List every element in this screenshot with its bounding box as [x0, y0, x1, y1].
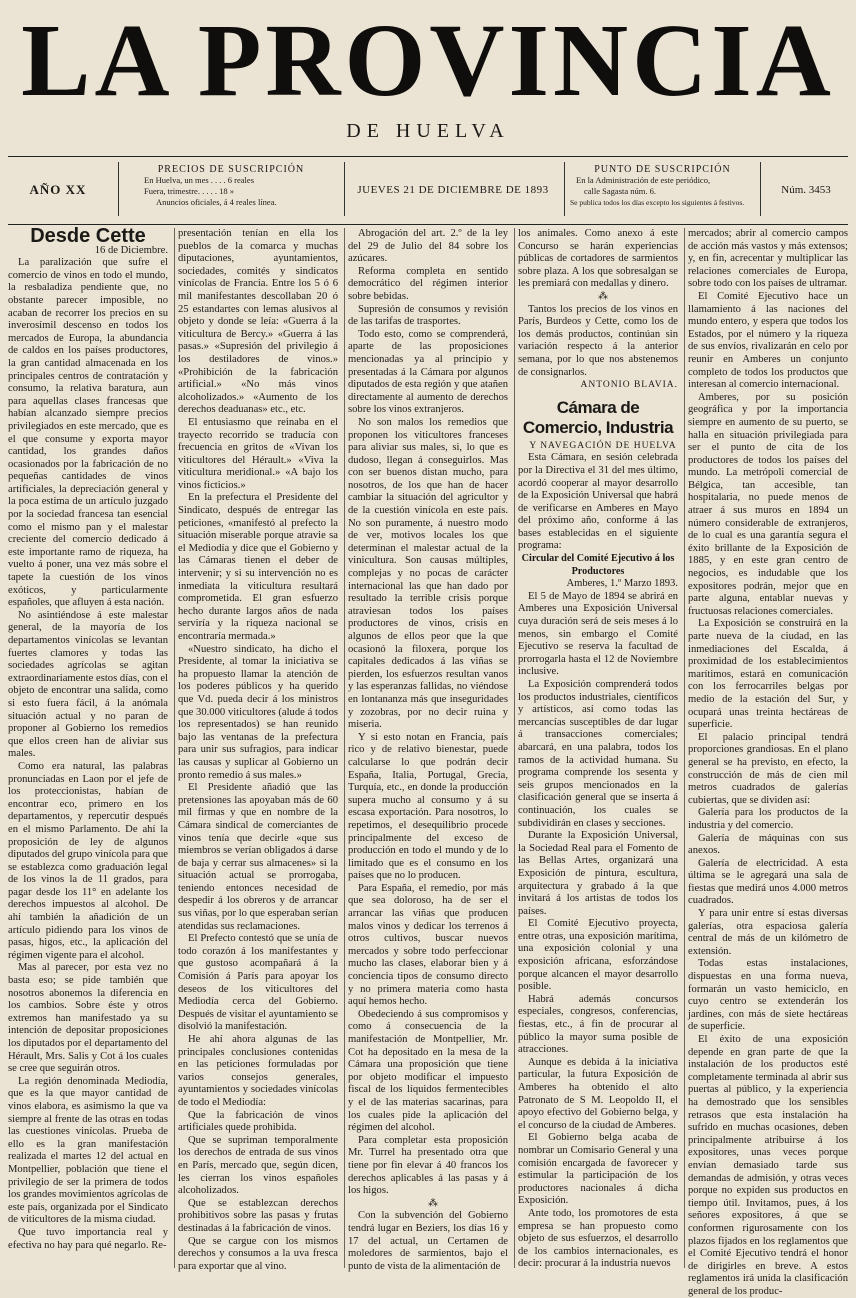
paragraph: Obedeciendo á sus compromisos y como á consecuencia de la manifestación de Montpellier, Mr. Cot ha depositado en la mesa de la Cámara una proposición que tiene por objeto modificar el impuesto fiscal de los líquidos fermentecibles y el de las materias sacarinas, para los cuales pide la aplicación del régimen del alcohol. [348, 1008, 508, 1134]
paragraph: Galería para los productos de la industria y del comercio. [688, 807, 848, 831]
paragraph: El Comité Ejecutivo proyecta, entre otras, una exposición marítima, una exposición colonial y una exposición africana, esforzándose porque alcancen el mayor desarrollo posible. [518, 918, 678, 993]
paragraph: El Prefecto contestó que se unía de todo corazón á los manifestantes y que gustoso acompañará á la Comisión á París para apoyar los deseos de los viticultores del Mediodía cerca del Gobierno. Después de visitar el ayuntamiento se disolvió la manifestación. [178, 933, 338, 1033]
year-label: AÑO XX [29, 182, 87, 197]
paragraph: Abrogación del art. 2.º de la ley del 29 de Julio del 84 sobre los azúcares. [348, 228, 508, 265]
price-line: Fuera, trimestre. . . . . 18 » [144, 186, 234, 196]
paragraph: Durante la Exposición Universal, la Sociedad Real para el Fomento de las Bellas Artes, organizará una Exposición de pintura, escultura, arquitectura y grabado á la que invitará á los artistas de todos los países. [518, 830, 678, 917]
paragraph: La Exposición comprenderá todos los productos industriales, científicos y artísticos, así como todas las mercancías susceptibles de dar lugar á transacciones comerciales; abarcará, en una palabra, todos los ramos de la actividad humana. Su programa comprende los sesenta y seis grupos mencionados en la clasificación general que se inserta á continuación, los cuales se subdividirán en clases y secciones. [518, 679, 678, 829]
paragraph: Como era natural, las palabras pronunciadas en Laon por el jefe de los proteccionistas, habían de encontrar eco, primero en los departamentos, y repercutir después en el mismo Parlamento. De ahí la proposición de ley de algunos diputados del grupo vinícola para que se establezca como graduación legal de los vinos la de 11 grados, para pagar desde los 11° en adelante los derechos impuestos al alcohol. De ahí también la añadición de un artículo pidiendo para los vinos de pasas, higos, etc., la aplicación del régimen vigente para el alcohol. [8, 760, 168, 961]
column-1 [8, 225, 168, 1274]
paragraph: Que se supriman temporalmente los derechos de entrada de sus vinos en París, mercado que, según dicen, les cierran los vinos españoles alcoholizados. [178, 1134, 338, 1197]
subscription-point-title: PUNTO DE SUSCRIPCIÓN [594, 164, 731, 175]
paragraph: mercados; abrir al comercio campos de acción más vastos y más extensos; y, en fin, acrecentar y multiplicar las relaciones comerciales de Europa, sobre todo con los países de ultramar. [688, 228, 848, 290]
paragraph: Todas estas instalaciones, dispuestas en una forma nueva, formarán un vasto hemiciclo, en cuyo centro se extenderán los jardines, con más de siete hectáreas de superficie. [688, 958, 848, 1033]
column-rule [344, 228, 345, 1268]
paragraph: La paralización que sufre el comercio de vinos en todo el mundo, la resbaladiza pendiente que, no obstante parecer imposible, no acaban de recorrer los precios en su inverosímil descenso en todos los mercados de Europa, la abundancia de caldos en los países productores, la gran cantidad almacenada en los principales centros de contratación y consumo, la relativa baratura, aun para aquellas clases francesas que habían alcanzado siempre precios privilegiados en este mercado, que es el que consume y exporta mayor cantidad, los grandes daños ocasionados por la fabricación de no pequeñas cantidades de vinos artificiales, la depreciación general y la poca estima de un artículo juzgado por la sociedad francesa tan esencial como el mismo pan y el malestar creciente del comercio dedicado á este importante ramo de riqueza, ha vuelto á poner, una vez más sobre el tapete la cuestión de los vinos exóticos, y particularmente españoles, que afluyen á esta nación. [8, 257, 168, 609]
paragraph: presentación tenían en ella los pueblos de la comarca y muchas diputaciones, ayuntamientos, sociedades, comités y sindicatos vinícolas de Francia. Entre los 5 ó 6 mil manifestantes descollaban 20 ó 25 estandartes con lemas alusivos al objeto y donde se leía: «Guerra á la viticultura de Bercy.» «Guerra á las pasas.» «Supresión del privilegio á los destiladores de vinos.» «Prohibición de la fabricación artificial.» «No más vinos alcoholizados.» «Aumento de los derechos deaduanas» etc., etc. [178, 228, 338, 416]
circular-heading: Circular del Comité Ejecutivo á los Productores [521, 553, 675, 577]
info-bar [8, 160, 848, 220]
paragraph: El entusiasmo que reinaba en el trayecto recorrido se traducía con frecuencia en gritos de «Vivan los viticultores del Hérault.» «Viva la viticultura meridional.» «A bajo los vinos ficticios.» [178, 416, 338, 491]
paragraph: He ahí ahora algunas de las principales conclusiones contenidas en las peticiones formuladas por varios consejos generales, ayuntamientos y sociedades vinícolas de todo el Mediodía: [178, 1034, 338, 1108]
dateline: 16 de Diciembre. [94, 244, 168, 256]
column-3 [348, 228, 508, 1274]
subscription-line: calle Sagasta núm. 6. [584, 186, 656, 196]
paragraph: El Comité Ejecutivo hace un llamamiento á las naciones del mundo entero, y espera que todos los Estados, por el número y la riqueza de sus envíos, rivalizarán en celo por reunir en Amberes un conjunto completo de todos los productos que interesan al comercio internacional. [688, 290, 848, 391]
subscription-point-block [570, 160, 755, 220]
issue-number: Núm. 3453 [781, 184, 831, 196]
paragraph: Que la fabricación de vinos artificiales quede prohibida. [178, 1109, 338, 1134]
column-rule [514, 228, 515, 1268]
separator [760, 162, 761, 216]
separator [344, 162, 345, 216]
separator-stars: ⁂ [428, 1197, 438, 1209]
author-signature: ANTONIO BLAVIA. [580, 380, 678, 391]
paragraph: El palacio principal tendrá proporciones grandiosas. En el plano general se ha previsto, en efecto, la construcción de más de cien mil metros cuadrados de galerías cubiertas, que se dividen así: [688, 731, 848, 806]
paragraph: Y para unir entre sí estas diversas galerías, otra espaciosa galería central de más de un kilómetro de extensión. [688, 908, 848, 957]
paragraph: El éxito de una exposición depende en gran parte de que la instalación de los productos esté completamente terminada al abrir sus puertas al público, y la experiencia ha demostrado que los sensibles retrasos que esta instalación ha sufrido en muchas ocasiones, deben principalmente atribuirse á los expositores, unas veces porque envían demasiado tarde sus demandas de admisión, y otras veces porque no expiden sus productos en tiempo útil. Invitamos, pues, á los señores expositores, á que se conformen rigurosamente con los plazos fijados en los reglamentos que el Comité Ejecutivo tendrá el honor de dirigirles en breve. A estos reglamentos irá unida la clasificación general de los produc- [688, 1034, 848, 1297]
article-columns [8, 225, 848, 1297]
paragraph: El Presidente añadió que las pretensiones las apoyaban más de 60 mil firmas y que en nombre de la Cámara sindical de comerciantes de vinos tenía que decirle «que sus miembros se verían obligados á darse de baja y cerrar sus almacenes» si la situación actual se prorrogaba, teniendo entonces necesidad de despedir á los obreros y de arrancar sus viñas, por lo que esperaban serían atendidas sus reclamaciones. [178, 782, 338, 932]
top-rule [8, 156, 848, 157]
price-line: En Huelva, un mes . . . . 6 reales [144, 175, 254, 185]
year-block [8, 160, 108, 220]
price-line: Anuncios oficiales, á 4 reales línea. [156, 197, 277, 207]
paragraph: Tantos los precios de los vinos en París, Burdeos y Cette, como los de los demás productos, continúan sin variación respecto á la anterior semana, por lo que nos abstenemos de consignarlos. [518, 303, 678, 378]
column-2 [178, 228, 338, 1274]
paragraph: «Nuestro sindicato, ha dicho el Presidente, al tomar la iniciativa se ha propuesto llamar la atención de los poderes públicos y ha querido que Vd. pueda decir á los ministros que 30.000 viticultores (alude á todos los representados) se han reunido bajo las ventanas de la prefectura para unir sus sufragios, para indicar las causas y suplicar al Gobierno un pronto remedio á sus males.» [178, 643, 338, 781]
paragraph: Habrá además concursos especiales, congresos, conferencias, fiestas, etc., á fin de procurar al público la mayor suma posible de atracciones. [518, 993, 678, 1056]
paragraph: No son malos los remedios que proponen los viticultores franceses para aliviar sus males, si, lo que es dudoso, llegan á conseguirlos. Mas con ser buenos distan mucho, para nosotros, de los que han de hacer cambiar la situación del agricultor y de la cuestión vinícola en este país. No son puramente, á nuestro modo de ver, motivos locales los que determinan el malestar actual de la vinicultura. Son causas múltiples, complejas y no pocas de carácter internacional las que han dado por resultado la terrible crisis porque atraviesan todos los países productores de vinos, crisis en algunos de ellos peor que la que ocasionó la filoxera, porque los capitales dedicados á las viñas se pierden, los esfuerzos resultan vanos y las esperanzas fallidas, no viéndose en lontananza más que inseguridades y zozobras, por no decir ruina y miseria. [348, 416, 508, 731]
paragraph: Ante todo, los promotores de esta empresa se han propuesto como objeto de sus esfuerzos, el desarrollo de los cambios internacionales, es decir: procurar á la industria nuevos [518, 1207, 678, 1270]
subheadline: Y NAVEGACIÓN DE HUELVA [529, 440, 677, 451]
paragraph: Con la subvención del Gobierno tendrá lugar en Beziers, los días 16 y 17 del actual, un Certamen de moledores de sarmientos, bajo el punto de vista de la alimentación de [348, 1210, 508, 1272]
headline-camara-comercio: Cámara de Comercio, Industria [522, 397, 674, 437]
issue-date: JUEVES 21 DE DICIEMBRE DE 1893 [357, 184, 549, 196]
paragraph: los animales. Como anexo á este Concurso se harán experiencias públicas de cortadores de sarmientos sobre plaza. A los que sobresalgan se les premiará con medallas y dinero. [518, 228, 678, 290]
separator-stars: ⁂ [598, 290, 608, 302]
paragraph: Aunque es debida á la iniciativa particular, la futura Exposición de Amberes ha obtenido el alto Patronato de S M. Leopoldo II, el apoyo efectivo del Gobierno belga, y el concurso de la ciudad de Amberes. [518, 1056, 678, 1131]
paragraph: Para España, el remedio, por más que sea doloroso, ha de ser el arrancar las viñas que producen malos vinos y dedicar los terrenos á otros cultivos, buscar nuevos mercados y sobre todo perfeccionar mucho las clases, elaborar bien y á conciencia tipos de consumo directo y no primera materia como hasta aquí hemos hecho. [348, 882, 508, 1008]
paragraph: Mas al parecer, por esta vez no basta eso; se pide también que nosotros abonemos la diferencia en los cambios. Sobre éste y otros extremos han manifestado ya su intención de depositar proposiciones los diputados por el departamento del Hérault, Mrs. Salis y Cot á los cuales se cree que seguirán otros. [8, 962, 168, 1075]
paragraph: La región denominada Mediodía, que es la que mayor cantidad de vinos elabora, es asimismo la que va siempre al frente de las otras en todas las cuestiones vinícolas. Prueba de ello es la gran manifestación realizada el martes 12 del actual en Montpellier, población que tiene el privilegio de ser la primera de todos los grandes movimientos agrícolas de este país, organizada por el Sindicato de viticultores de la misma ciudad. [8, 1075, 168, 1226]
circular-date: Amberes, 1.º Marzo 1893. [566, 578, 678, 590]
paragraph: Galería de máquinas con sus anexos. [688, 832, 848, 857]
paragraph: En la prefectura el Presidente del Sindicato, después de entregar las peticiones, «manifestó al prefecto la situación miserable porque atravie sa el Mediodía y dice que el Gobierno y las Cámaras tienen el deber de intervenir; y si su intervención no es inmediata la viticultura resultará comprometida. El gran esfuerzo hecho durante largos años de nada serviría y la riqueza nacional se encontraría mermada.» [178, 492, 338, 642]
paragraph: Para completar esta proposición Mr. Turrel ha presentado otra que tiene por fin elevar á 40 francos los derechos aplicables á las pasas y á los higos. [348, 1134, 508, 1197]
issue-number-block [764, 160, 848, 220]
paragraph: No asintiéndose á este malestar general, de la mayoría de los departamentos vinícolas se levantan fuertes clamores y todas las sociedades agrícolas se agitan extraordinariamente estos días, con el objeto de encontrar una salida, como si esto fuera fácil, á la anómala situación actual y no paran de proponer al Gobierno los remedios que ellos creen han de aliviar sus males. [8, 609, 168, 760]
prices-block [126, 160, 336, 220]
paragraph: Reforma completa en sentido democrático del régimen interior sobre bebidas. [348, 265, 508, 302]
newspaper-subtitle: DE HUELVA [346, 120, 510, 142]
paragraph: Y si esto notan en Francia, país rico y de relativo bienestar, puede calcularse lo que podrán decir España, Italia, Portugal, Grecia, Turquía, etc., en donde la producción supera mucho al consumo y á su escasa exportación. Para nosotros, lo repetimos, el desequilibrio procede principalmente del exceso de producción en todo el mundo y de lo limitado que es el consumo en los países que no lo producen. [348, 731, 508, 882]
paragraph: Que se cargue con los mismos derechos y consumos a la uva fresca para exportar que al vino. [178, 1235, 338, 1272]
subscription-line: En la Administración de este periódico, [576, 175, 711, 185]
column-5 [688, 228, 848, 1297]
headline-desde-cette: Desde Cette [30, 225, 146, 247]
separator [564, 162, 565, 216]
newspaper-title: LA PROVINCIA [21, 3, 835, 118]
separator [118, 162, 119, 216]
paragraph: El Gobierno belga acaba de nombrar un Comisario General y una comisión encargada de favorecer y estimular la participación de los productores nacionales á dicha Exposición. [518, 1132, 678, 1207]
paragraph: Supresión de consumos y revisión de las tarifas de trasportes. [348, 303, 508, 328]
paragraph: Amberes, por su posición geográfica y por la importancia siempre en aumento de su puerto, se halla en situación privilegiada para ser el punto de cita de los productores de todos los países del mundo. La metrópoli comercial de Bélgica, tan accesible, tan hospitalaria, no puede menos de atraer á sus muros en 1894 un número considerable de extranjeros, de lo cual es una garantía segura el éxito brillante de la Exposición de 1885, y en este gran centro de negocios, es indudable que los expositores podrán, mejor que en parte alguna, entablar nuevas y fructuosas relaciones comerciales. [688, 391, 848, 617]
masthead [0, 0, 856, 150]
paragraph: La Exposición se construirá en la parte nueva de la ciudad, en las inmediaciones del Escalda, á proximidad de los establecimientos marítimos, estará en comunicación con los ferrocarriles belgas por medio de la estación del Sur, y ocupará unas treinta hectáreas de superficie. [688, 618, 848, 731]
paragraph: Esta Cámara, en sesión celebrada por la Directiva el 31 del mes último, acordó cooperar al mayor desarrollo de la Exposición Universal que habrá de verificarse en Amberes en Mayo del próximo año, conforme á las bases establecidas en el siguiente programa: [518, 452, 678, 552]
column-rule [174, 228, 175, 1268]
date-block [348, 160, 558, 220]
paragraph: Que se establezcan derechos prohibitivos sobre las pasas y frutas destinadas á la fabricación de vinos. [178, 1197, 338, 1234]
prices-title: PRECIOS DE SUSCRIPCIÓN [157, 164, 305, 175]
paragraph: Todo esto, como se comprenderá, aparte de las proposiciones mencionadas ya al principio y presentadas á la Cámara por algunos diputados de esta región y que atañen directamente al aumento de derechos sobre los vinos extranjeros. [348, 328, 508, 416]
column-rule [684, 228, 685, 1268]
paragraph: Galería de electricidad. A esta última se le agregará una sala de fiestas que medirá unos 4.000 metros cuadrados. [688, 857, 848, 907]
paragraph: El 5 de Mayo de 1894 se abrirá en Amberes una Exposición Universal cuya duración será de seis meses á lo menos, sin embargo el Comité Ejecutivo se reserva la facultad de prorrogarla hasta el 12 de Noviembre inclusive. [518, 590, 678, 678]
column-4 [518, 228, 678, 1274]
subscription-line: Se publica todos los días excepto los siguientes á festivos. [570, 198, 745, 207]
paragraph: Que tuvo importancia real y efectiva no hay para qué negarlo. Re- [8, 1226, 168, 1251]
